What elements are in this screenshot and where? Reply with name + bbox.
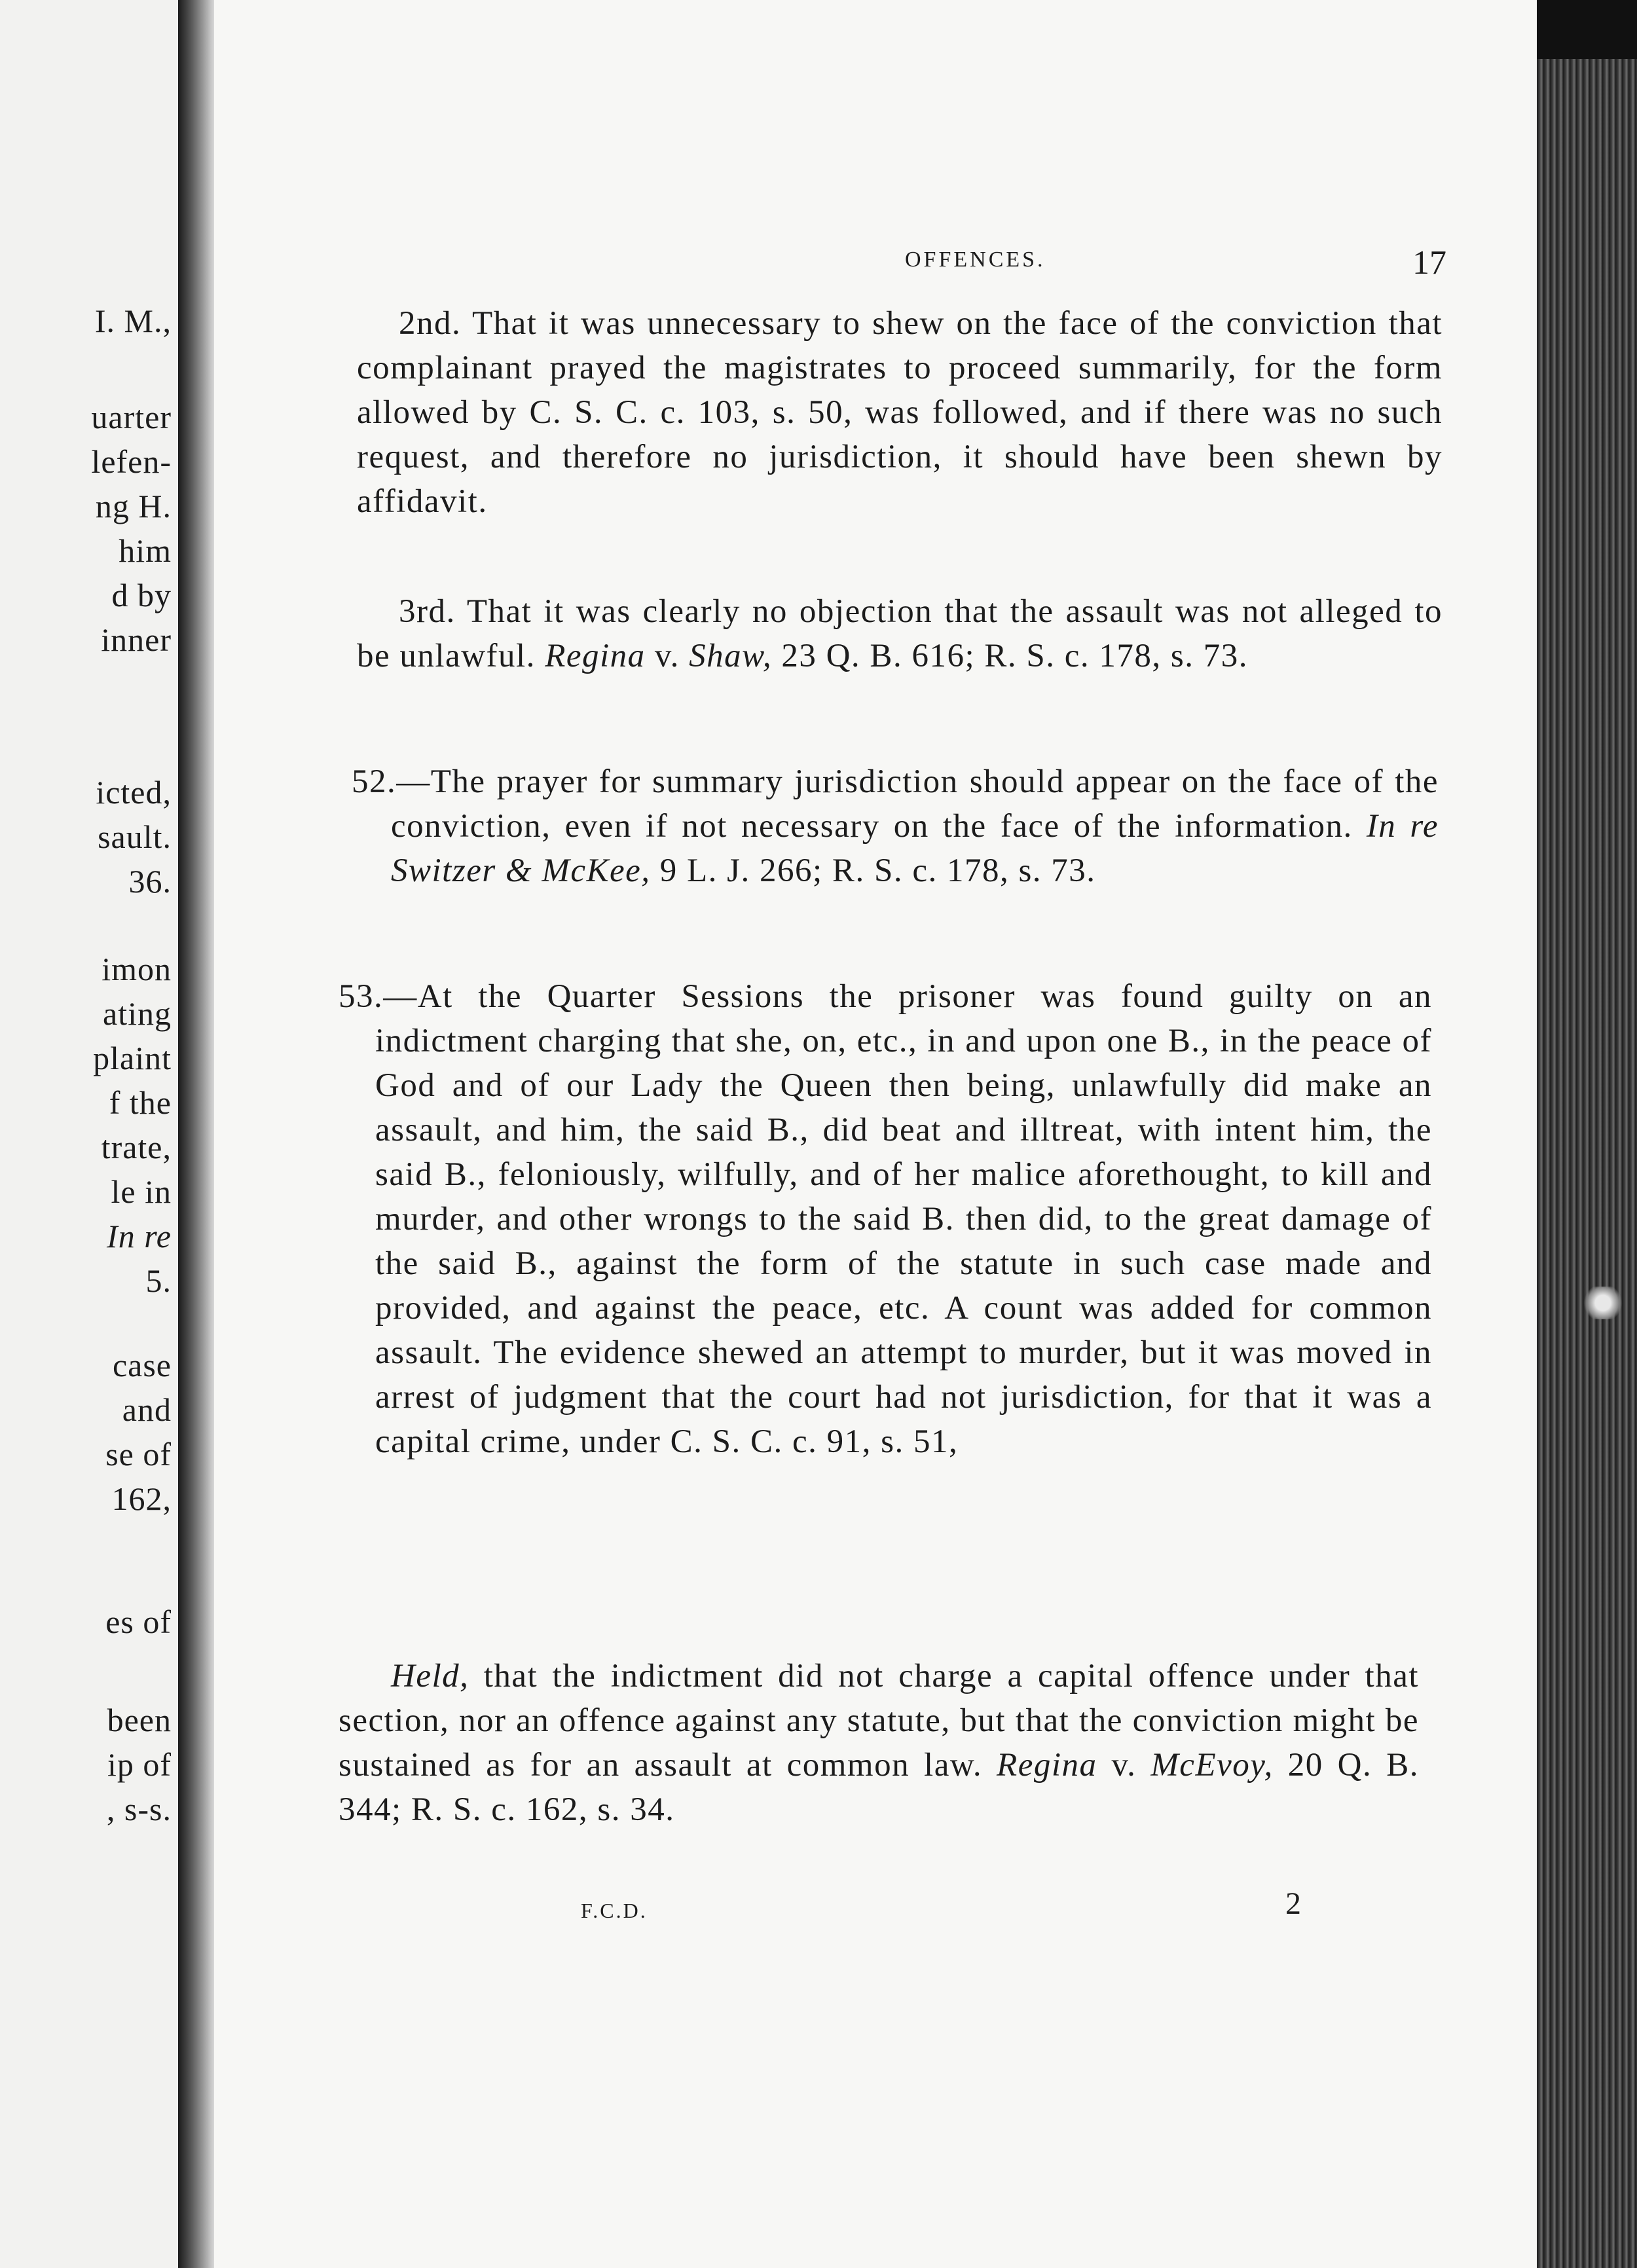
paragraph-2nd: [357, 301, 1443, 524]
page-edges: [1537, 0, 1637, 2268]
italic-run: McEvoy,: [1150, 1747, 1274, 1783]
text-run: 23 Q. B. 616; R. S. c. 178, s. 73.: [772, 638, 1248, 674]
left-page-fragment: In re: [107, 1218, 172, 1254]
left-page-fragment: trate,: [101, 1129, 172, 1165]
italic-run: In re Switzer & McKee,: [391, 808, 1439, 889]
text-run: v.: [645, 638, 690, 674]
paragraph-52: [352, 759, 1439, 893]
left-page-fragment: se of: [105, 1436, 172, 1472]
book-page: [214, 0, 1537, 2268]
paper-blot-icon: [1583, 1287, 1623, 1319]
italic-run: Held,: [391, 1658, 469, 1694]
text-run: 2nd. That it was unnecessary to shew on the face of the conviction that complainant prayed the magistrates to proceed summarily, for the form allowed by C. S. C. c. 103, s. 50, was followed, and if there was no such request, and therefore no jurisdiction, it should have been shewn by affidavit.: [357, 305, 1443, 520]
text-run: 52.—The prayer for summary jurisdiction should appear on the face of the conviction, even if not necessary on the face of the information.: [352, 763, 1439, 845]
text-run: that the indictment did not charge a capital offence under that section, nor an offence against any statute, but that the conviction might be sustained as for an assault at common law.: [339, 1658, 1419, 1783]
text-run: 3rd. That it was clearly no objection that the assault was not alleged to be unlawful.: [357, 593, 1443, 674]
left-page-fragment: I. M.,: [94, 302, 172, 339]
left-page-fragment: d by: [111, 577, 172, 613]
left-page-fragment: f the: [109, 1084, 172, 1121]
left-page-fragment: ip of: [107, 1746, 172, 1783]
left-page-fragment: and: [122, 1391, 172, 1428]
left-page-fragment: ng H.: [95, 488, 172, 524]
left-page-fragment: lefen-: [91, 443, 172, 480]
sheet-number: 2: [1285, 1886, 1301, 1921]
left-page-fragment: , s-s.: [106, 1791, 172, 1827]
running-head: OFFENCES.: [905, 247, 1046, 272]
italic-run: Shaw,: [689, 638, 773, 674]
left-page-fragment: case: [112, 1347, 172, 1383]
paragraph-53: [339, 974, 1432, 1464]
text-run: 9 L. J. 266; R. S. c. 178, s. 73.: [650, 852, 1096, 889]
italic-run: Regina: [997, 1747, 1097, 1783]
left-page-fragment: imon: [101, 951, 172, 987]
left-page-fragment: icted,: [96, 774, 172, 811]
printer-signature: F.C.D.: [581, 1899, 648, 1922]
paragraph-3rd: [357, 589, 1443, 678]
page-edges-top: [1537, 0, 1637, 59]
page-number: 17: [1412, 244, 1446, 282]
left-page-fragment: le in: [111, 1173, 172, 1210]
left-page-fragment: him: [119, 532, 172, 569]
left-page-fragment: uarter: [91, 399, 172, 435]
text-run: v.: [1097, 1747, 1151, 1783]
text-run: 53.—At the Quarter Sessions the prisoner was found guilty on an indictment charging that she, on, etc., in and upon one B., in the peace of God and of our Lady the Queen then being, unlawfully did make an assault, and him, the said B., did beat and illtreat, with intent him, the said B., feloniously, wilfully, and of her malice aforethought, to kill and murder, and other wrongs to the said B. then did, to the great damage of the said B., against the form of the statute in such case made and provided, and against the peace, etc. A count was added for common assault. The evidence shewed an attempt to murder, but it was moved in arrest of judgment that the court had not jurisdiction, for that it was a capital crime, under C. S. C. c. 91, s. 51,: [339, 978, 1432, 1460]
book-gutter: [178, 0, 214, 2268]
left-page-fragment: ating: [103, 995, 172, 1032]
left-page-fragment: inner: [101, 621, 172, 658]
paragraph-held: [339, 1654, 1419, 1832]
left-page-fragment: 162,: [111, 1480, 172, 1517]
italic-run: Regina: [545, 638, 646, 674]
left-page-fragment: es of: [105, 1603, 172, 1640]
left-page-fragment: plaint: [93, 1040, 172, 1076]
left-facing-page: [0, 0, 178, 2268]
left-page-fragment: 36.: [128, 863, 172, 900]
left-page-fragment: 5.: [145, 1262, 172, 1299]
text-run: 20 Q. B. 344; R. S. c. 162, s. 34.: [339, 1747, 1419, 1828]
left-page-fragment: been: [107, 1702, 172, 1738]
left-page-fragment: sault.: [98, 818, 172, 855]
